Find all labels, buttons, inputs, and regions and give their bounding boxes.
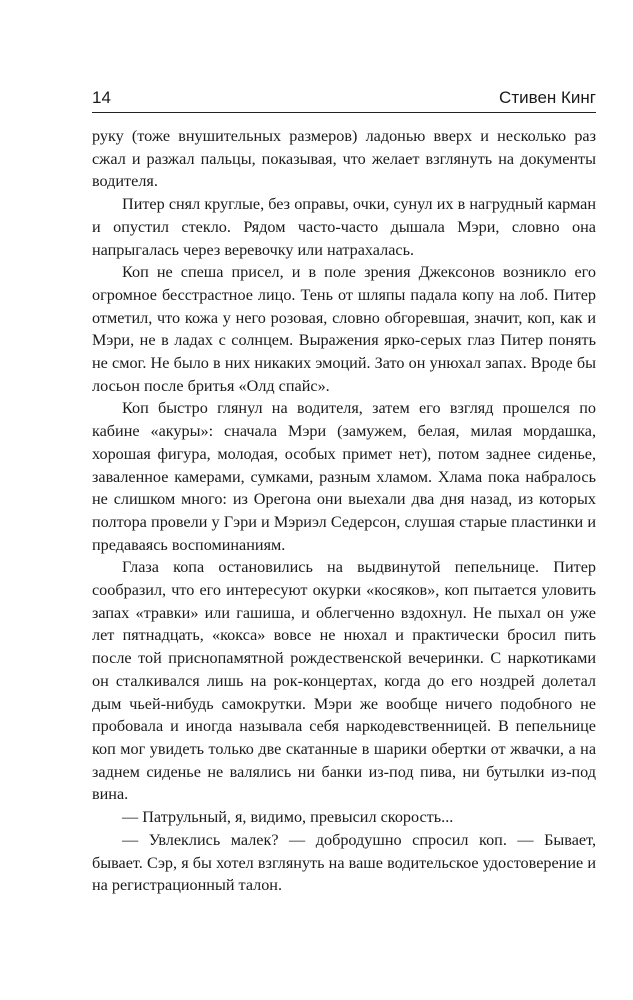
paragraph: Глаза копа остановились на выдвинутой пепельнице. Питер сообразил, что его интересуют окурки «косяков», коп пытается уловить запах «травки» или гашиша, и облегченно вздохнул. Не пыхал он уже лет пятнадцать, «кокса» вовсе не нюхал и практически бросил пить после той приснопамятной рождественской вечеринки. С наркотиками он сталкивался лишь на рок-концертах, когда до его ноздрей долетал дым чьей-нибудь самокрутки. Мэри же вообще ничего подобного не пробовала и иногда называла себя наркодевственницей. В пепельнице коп мог увидеть только две скатанные в шарики обертки от жвачки, а на заднем сиденье не валялись ни банки из-под пива, ни бутылки из-под вина.: [92, 558, 596, 804]
running-head: [92, 88, 596, 113]
body-text: [92, 125, 596, 897]
paragraph-continued: руку (тоже внушительных размеров) ладонью вверх и несколько раз сжал и разжал пальцы, показывая, что желает взглянуть на документы водителя.: [92, 127, 596, 191]
paragraph: Питер снял круглые, без оправы, очки, сунул их в нагрудный карман и опустил стекло. Рядом часто-часто дышала Мэри, словно она напрыгалась через веревочку или натрахалась.: [92, 195, 596, 259]
paragraph: Коп не спеша присел, и в поле зрения Джексонов возникло его огромное бесстрастное лицо. Тень от шляпы падала копу на лоб. Питер отметил, что кожа у него розовая, словно обгоревшая, значит, коп, как и Мэри, не в ладах с солнцем. Выражения ярко-серых глаз Питер понять не смог. Не было в них никаких эмоций. Зато он унюхал запах. Вроде бы лосьон после бритья «Олд спайс».: [92, 263, 596, 395]
paragraph: Коп быстро глянул на водителя, затем его взгляд прошелся по кабине «акуры»: сначала Мэри (замужем, белая, милая мордашка, хорошая фигура, молодая, особых примет нет), потом заднее сиденье, заваленное камерами, сумками, разным хламом. Хлама пока набралось не слишком много: из Орегона они выехали два дня назад, из которых полтора провели у Гэри и Мэриэл Седерсон, слушая старые пластинки и предаваясь воспоминаниям.: [92, 399, 596, 554]
page-number: 14: [92, 88, 111, 107]
dialogue-line: — Увлеклись малек? — добродушно спросил коп. — Бывает, бывает. Сэр, я бы хотел взглянуть на ваше водительское удостоверение и на регистрационный талон.: [92, 830, 596, 895]
book-page: [92, 88, 596, 897]
running-title: Стивен Кинг: [499, 88, 596, 107]
dialogue-line: — Патрульный, я, видимо, превысил скорость...: [122, 808, 454, 827]
